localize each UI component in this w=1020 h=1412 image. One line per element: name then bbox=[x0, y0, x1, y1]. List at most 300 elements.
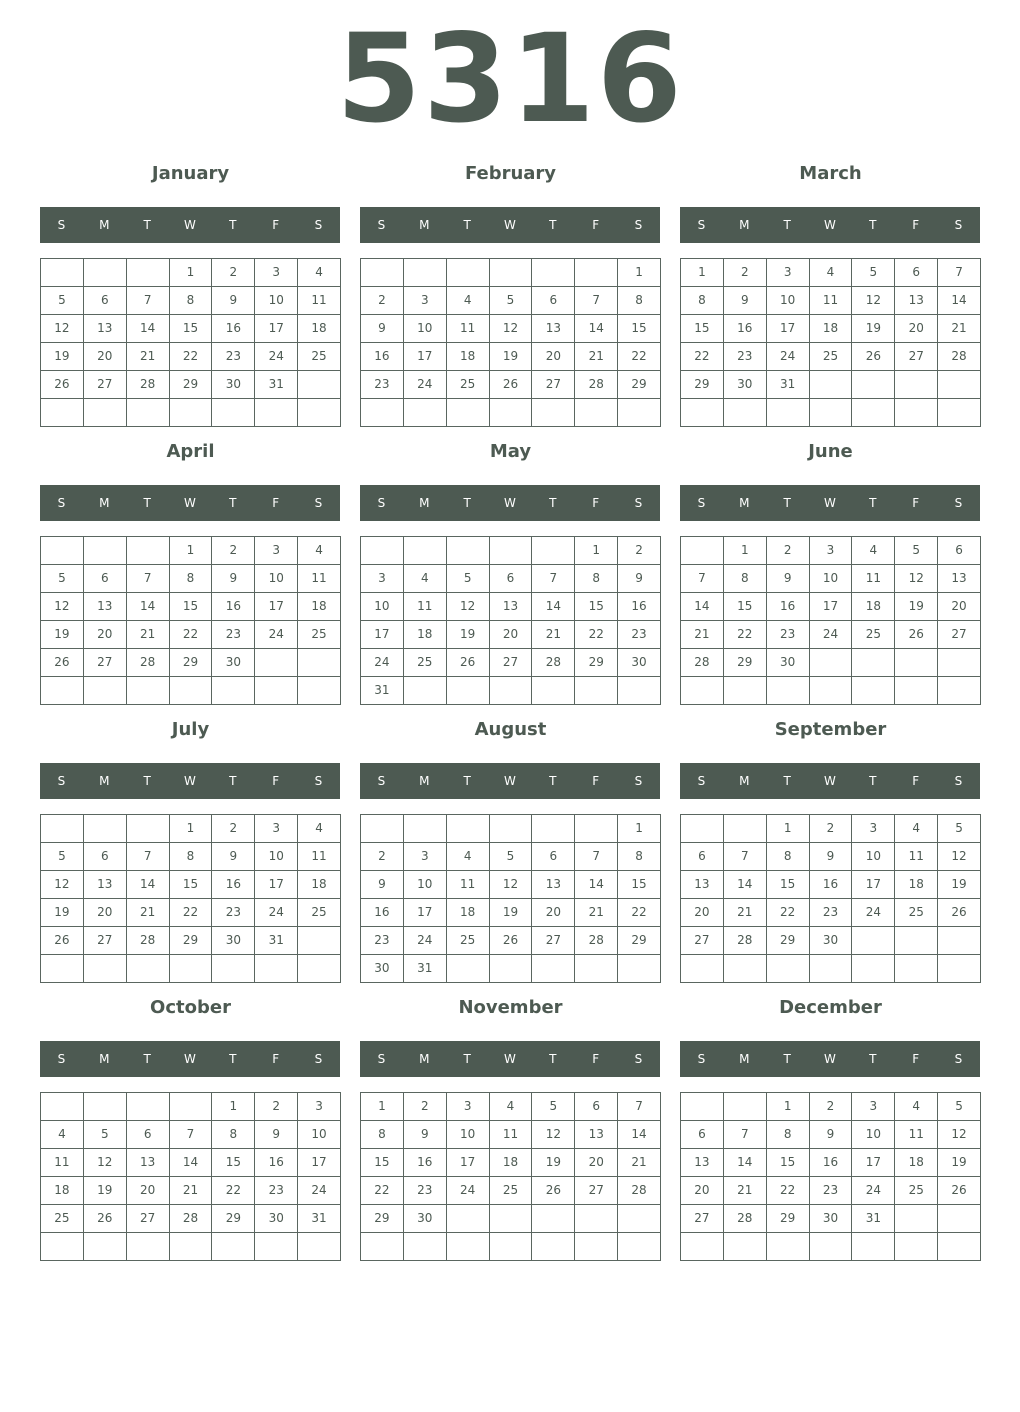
weekday-label: T bbox=[143, 496, 151, 510]
day-cell: 28 bbox=[127, 371, 170, 399]
empty-cell bbox=[41, 399, 84, 427]
weekday-label: W bbox=[824, 218, 836, 232]
weekday-label: M bbox=[99, 496, 110, 510]
day-cell: 18 bbox=[852, 593, 895, 621]
empty-cell bbox=[447, 677, 490, 705]
empty-cell bbox=[212, 399, 255, 427]
day-cell: 29 bbox=[170, 927, 213, 955]
empty-cell bbox=[490, 259, 533, 287]
empty-cell bbox=[447, 955, 490, 983]
weekday-header bbox=[40, 485, 340, 521]
day-cell: 1 bbox=[767, 815, 810, 843]
day-grid bbox=[680, 814, 981, 983]
day-cell: 30 bbox=[767, 649, 810, 677]
month-name: December bbox=[779, 997, 882, 1018]
empty-cell bbox=[127, 1233, 170, 1261]
day-cell: 10 bbox=[767, 287, 810, 315]
weekday-header bbox=[360, 763, 660, 799]
empty-cell bbox=[361, 259, 404, 287]
day-cell: 12 bbox=[41, 871, 84, 899]
day-cell: 4 bbox=[895, 1093, 938, 1121]
weekday-label: M bbox=[419, 218, 430, 232]
month-name: February bbox=[464, 163, 557, 184]
weekday-label: S bbox=[377, 218, 386, 232]
day-cell: 29 bbox=[618, 927, 661, 955]
day-cell: 31 bbox=[404, 955, 447, 983]
day-grid bbox=[40, 536, 341, 705]
day-cell: 16 bbox=[212, 871, 255, 899]
day-cell: 8 bbox=[361, 1121, 404, 1149]
year-title: 5316 bbox=[336, 8, 684, 150]
weekday-label: S bbox=[314, 218, 323, 232]
empty-cell bbox=[298, 371, 341, 399]
day-cell: 12 bbox=[41, 315, 84, 343]
day-cell: 15 bbox=[170, 315, 213, 343]
empty-cell bbox=[404, 677, 447, 705]
day-cell: 19 bbox=[41, 899, 84, 927]
day-cell: 16 bbox=[767, 593, 810, 621]
empty-cell bbox=[255, 955, 298, 983]
day-cell: 13 bbox=[490, 593, 533, 621]
day-cell: 23 bbox=[404, 1177, 447, 1205]
day-cell: 25 bbox=[41, 1205, 84, 1233]
day-cell: 6 bbox=[895, 259, 938, 287]
day-cell: 29 bbox=[575, 649, 618, 677]
day-cell: 21 bbox=[724, 899, 767, 927]
day-cell: 11 bbox=[298, 843, 341, 871]
day-cell: 13 bbox=[681, 1149, 724, 1177]
empty-cell bbox=[618, 1233, 661, 1261]
day-cell: 19 bbox=[895, 593, 938, 621]
weekday-label: S bbox=[57, 1052, 66, 1066]
empty-cell bbox=[490, 399, 533, 427]
day-cell: 15 bbox=[618, 871, 661, 899]
day-cell: 9 bbox=[724, 287, 767, 315]
empty-cell bbox=[767, 955, 810, 983]
day-cell: 30 bbox=[212, 371, 255, 399]
empty-cell bbox=[724, 955, 767, 983]
day-cell: 13 bbox=[127, 1149, 170, 1177]
day-grid bbox=[360, 536, 661, 705]
day-cell: 9 bbox=[767, 565, 810, 593]
day-cell: 28 bbox=[724, 1205, 767, 1233]
day-cell: 17 bbox=[255, 593, 298, 621]
day-cell: 14 bbox=[618, 1121, 661, 1149]
weekday-label: W bbox=[824, 496, 836, 510]
empty-cell bbox=[618, 399, 661, 427]
empty-cell bbox=[681, 1093, 724, 1121]
day-cell: 27 bbox=[575, 1177, 618, 1205]
day-cell: 30 bbox=[212, 927, 255, 955]
day-cell: 25 bbox=[895, 899, 938, 927]
day-cell: 6 bbox=[127, 1121, 170, 1149]
day-cell: 29 bbox=[212, 1205, 255, 1233]
day-cell: 4 bbox=[447, 843, 490, 871]
day-cell: 29 bbox=[767, 927, 810, 955]
day-cell: 2 bbox=[618, 537, 661, 565]
day-cell: 12 bbox=[41, 593, 84, 621]
day-cell: 5 bbox=[41, 287, 84, 315]
empty-cell bbox=[212, 1233, 255, 1261]
empty-cell bbox=[575, 1205, 618, 1233]
day-cell: 9 bbox=[212, 843, 255, 871]
weekday-label: F bbox=[592, 774, 600, 788]
day-cell: 3 bbox=[255, 537, 298, 565]
day-cell: 28 bbox=[681, 649, 724, 677]
weekday-label: T bbox=[549, 1052, 557, 1066]
day-cell: 4 bbox=[852, 537, 895, 565]
day-cell: 29 bbox=[724, 649, 767, 677]
day-cell: 23 bbox=[361, 371, 404, 399]
weekday-label: T bbox=[463, 1052, 471, 1066]
day-cell: 1 bbox=[212, 1093, 255, 1121]
day-cell: 24 bbox=[255, 343, 298, 371]
empty-cell bbox=[724, 815, 767, 843]
day-cell: 17 bbox=[852, 1149, 895, 1177]
day-cell: 23 bbox=[255, 1177, 298, 1205]
empty-cell bbox=[852, 399, 895, 427]
day-cell: 21 bbox=[618, 1149, 661, 1177]
day-cell: 21 bbox=[127, 621, 170, 649]
weekday-label: M bbox=[739, 218, 750, 232]
day-cell: 1 bbox=[724, 537, 767, 565]
day-cell: 26 bbox=[447, 649, 490, 677]
day-cell: 1 bbox=[618, 815, 661, 843]
day-cell: 10 bbox=[852, 843, 895, 871]
day-cell: 16 bbox=[361, 899, 404, 927]
day-cell: 28 bbox=[724, 927, 767, 955]
day-cell: 15 bbox=[767, 1149, 810, 1177]
day-cell: 3 bbox=[255, 259, 298, 287]
empty-cell bbox=[724, 1233, 767, 1261]
weekday-label: F bbox=[592, 496, 600, 510]
day-cell: 17 bbox=[361, 621, 404, 649]
day-cell: 14 bbox=[575, 315, 618, 343]
empty-cell bbox=[532, 815, 575, 843]
empty-cell bbox=[852, 677, 895, 705]
empty-cell bbox=[681, 537, 724, 565]
day-cell: 10 bbox=[255, 287, 298, 315]
day-cell: 4 bbox=[490, 1093, 533, 1121]
weekday-label: W bbox=[504, 496, 516, 510]
empty-cell bbox=[41, 955, 84, 983]
weekday-label: S bbox=[954, 1052, 963, 1066]
day-cell: 28 bbox=[575, 927, 618, 955]
empty-cell bbox=[532, 399, 575, 427]
weekday-label: S bbox=[377, 774, 386, 788]
weekday-label: S bbox=[954, 774, 963, 788]
weekday-label: S bbox=[954, 496, 963, 510]
empty-cell bbox=[127, 815, 170, 843]
weekday-label: T bbox=[229, 774, 237, 788]
day-cell: 3 bbox=[852, 1093, 895, 1121]
day-cell: 22 bbox=[170, 621, 213, 649]
weekday-label: T bbox=[463, 774, 471, 788]
weekday-label: F bbox=[272, 218, 280, 232]
empty-cell bbox=[170, 399, 213, 427]
weekday-label: S bbox=[954, 218, 963, 232]
day-cell: 26 bbox=[895, 621, 938, 649]
empty-cell bbox=[852, 371, 895, 399]
day-cell: 7 bbox=[532, 565, 575, 593]
day-cell: 9 bbox=[810, 1121, 853, 1149]
day-cell: 22 bbox=[361, 1177, 404, 1205]
day-cell: 18 bbox=[404, 621, 447, 649]
empty-cell bbox=[724, 1093, 767, 1121]
weekday-label: T bbox=[783, 774, 791, 788]
empty-cell bbox=[895, 1205, 938, 1233]
day-cell: 31 bbox=[298, 1205, 341, 1233]
empty-cell bbox=[681, 677, 724, 705]
day-cell: 4 bbox=[404, 565, 447, 593]
day-cell: 23 bbox=[724, 343, 767, 371]
weekday-label: S bbox=[634, 496, 643, 510]
empty-cell bbox=[127, 537, 170, 565]
day-cell: 14 bbox=[724, 871, 767, 899]
day-cell: 12 bbox=[447, 593, 490, 621]
day-cell: 6 bbox=[84, 287, 127, 315]
day-cell: 18 bbox=[298, 593, 341, 621]
day-cell: 28 bbox=[127, 927, 170, 955]
empty-cell bbox=[895, 1233, 938, 1261]
day-cell: 7 bbox=[938, 259, 981, 287]
day-cell: 17 bbox=[767, 315, 810, 343]
weekday-label: W bbox=[824, 1052, 836, 1066]
day-cell: 25 bbox=[852, 621, 895, 649]
weekday-header bbox=[40, 763, 340, 799]
empty-cell bbox=[170, 1093, 213, 1121]
day-cell: 14 bbox=[681, 593, 724, 621]
day-cell: 23 bbox=[767, 621, 810, 649]
day-cell: 9 bbox=[212, 287, 255, 315]
day-cell: 14 bbox=[532, 593, 575, 621]
empty-cell bbox=[41, 815, 84, 843]
day-cell: 19 bbox=[490, 899, 533, 927]
empty-cell bbox=[852, 649, 895, 677]
day-cell: 27 bbox=[490, 649, 533, 677]
weekday-label: F bbox=[272, 496, 280, 510]
day-cell: 26 bbox=[490, 371, 533, 399]
empty-cell bbox=[895, 927, 938, 955]
day-cell: 18 bbox=[41, 1177, 84, 1205]
weekday-label: W bbox=[504, 218, 516, 232]
empty-cell bbox=[895, 955, 938, 983]
day-cell: 7 bbox=[170, 1121, 213, 1149]
month-name: July bbox=[171, 719, 210, 740]
day-cell: 11 bbox=[41, 1149, 84, 1177]
day-cell: 24 bbox=[767, 343, 810, 371]
day-cell: 2 bbox=[810, 1093, 853, 1121]
day-cell: 8 bbox=[618, 843, 661, 871]
weekday-header bbox=[680, 1041, 980, 1077]
day-cell: 27 bbox=[938, 621, 981, 649]
day-cell: 30 bbox=[212, 649, 255, 677]
day-cell: 19 bbox=[490, 343, 533, 371]
day-cell: 12 bbox=[895, 565, 938, 593]
empty-cell bbox=[490, 955, 533, 983]
weekday-header bbox=[360, 485, 660, 521]
weekday-label: M bbox=[419, 1052, 430, 1066]
day-cell: 27 bbox=[84, 927, 127, 955]
day-cell: 7 bbox=[127, 843, 170, 871]
day-grid bbox=[680, 258, 981, 427]
weekday-label: F bbox=[912, 218, 920, 232]
day-cell: 19 bbox=[41, 343, 84, 371]
empty-cell bbox=[767, 1233, 810, 1261]
weekday-label: M bbox=[419, 774, 430, 788]
weekday-label: T bbox=[463, 496, 471, 510]
empty-cell bbox=[681, 955, 724, 983]
day-cell: 18 bbox=[895, 871, 938, 899]
day-cell: 27 bbox=[84, 371, 127, 399]
day-cell: 15 bbox=[767, 871, 810, 899]
day-cell: 8 bbox=[575, 565, 618, 593]
empty-cell bbox=[938, 649, 981, 677]
empty-cell bbox=[84, 259, 127, 287]
day-cell: 7 bbox=[724, 1121, 767, 1149]
month-name: November bbox=[458, 997, 563, 1018]
weekday-label: T bbox=[783, 496, 791, 510]
day-cell: 19 bbox=[532, 1149, 575, 1177]
weekday-label: M bbox=[739, 774, 750, 788]
day-cell: 18 bbox=[298, 871, 341, 899]
weekday-label: T bbox=[549, 496, 557, 510]
day-cell: 6 bbox=[938, 537, 981, 565]
day-cell: 8 bbox=[170, 565, 213, 593]
weekday-label: F bbox=[592, 218, 600, 232]
day-cell: 9 bbox=[404, 1121, 447, 1149]
weekday-label: W bbox=[184, 496, 196, 510]
day-cell: 19 bbox=[852, 315, 895, 343]
empty-cell bbox=[618, 677, 661, 705]
empty-cell bbox=[938, 677, 981, 705]
empty-cell bbox=[575, 815, 618, 843]
day-cell: 26 bbox=[852, 343, 895, 371]
day-cell: 11 bbox=[298, 565, 341, 593]
day-cell: 20 bbox=[938, 593, 981, 621]
day-cell: 7 bbox=[618, 1093, 661, 1121]
day-cell: 10 bbox=[810, 565, 853, 593]
day-cell: 18 bbox=[490, 1149, 533, 1177]
empty-cell bbox=[84, 1093, 127, 1121]
day-cell: 31 bbox=[852, 1205, 895, 1233]
weekday-label: S bbox=[377, 1052, 386, 1066]
empty-cell bbox=[938, 371, 981, 399]
day-cell: 28 bbox=[127, 649, 170, 677]
day-cell: 24 bbox=[852, 899, 895, 927]
day-cell: 11 bbox=[810, 287, 853, 315]
empty-cell bbox=[895, 399, 938, 427]
day-cell: 24 bbox=[361, 649, 404, 677]
day-cell: 15 bbox=[170, 593, 213, 621]
day-cell: 2 bbox=[212, 259, 255, 287]
day-grid bbox=[40, 258, 341, 427]
empty-cell bbox=[298, 955, 341, 983]
day-cell: 3 bbox=[404, 287, 447, 315]
day-cell: 26 bbox=[938, 1177, 981, 1205]
day-cell: 22 bbox=[618, 343, 661, 371]
empty-cell bbox=[298, 1233, 341, 1261]
day-cell: 19 bbox=[938, 871, 981, 899]
day-cell: 26 bbox=[41, 649, 84, 677]
empty-cell bbox=[127, 677, 170, 705]
day-cell: 19 bbox=[447, 621, 490, 649]
day-cell: 9 bbox=[361, 315, 404, 343]
day-cell: 12 bbox=[490, 871, 533, 899]
day-cell: 25 bbox=[298, 621, 341, 649]
day-cell: 2 bbox=[255, 1093, 298, 1121]
day-cell: 11 bbox=[404, 593, 447, 621]
day-cell: 22 bbox=[724, 621, 767, 649]
empty-cell bbox=[404, 815, 447, 843]
day-cell: 8 bbox=[767, 1121, 810, 1149]
day-cell: 24 bbox=[255, 899, 298, 927]
empty-cell bbox=[170, 1233, 213, 1261]
weekday-label: W bbox=[184, 774, 196, 788]
empty-cell bbox=[41, 537, 84, 565]
day-cell: 21 bbox=[532, 621, 575, 649]
empty-cell bbox=[810, 955, 853, 983]
empty-cell bbox=[938, 399, 981, 427]
day-cell: 30 bbox=[255, 1205, 298, 1233]
day-cell: 22 bbox=[212, 1177, 255, 1205]
day-cell: 30 bbox=[810, 927, 853, 955]
empty-cell bbox=[852, 955, 895, 983]
weekday-label: S bbox=[377, 496, 386, 510]
day-cell: 10 bbox=[361, 593, 404, 621]
day-cell: 7 bbox=[724, 843, 767, 871]
empty-cell bbox=[127, 399, 170, 427]
weekday-label: T bbox=[549, 774, 557, 788]
day-cell: 27 bbox=[532, 927, 575, 955]
day-cell: 15 bbox=[681, 315, 724, 343]
day-cell: 16 bbox=[212, 593, 255, 621]
empty-cell bbox=[298, 927, 341, 955]
day-cell: 2 bbox=[361, 287, 404, 315]
day-cell: 27 bbox=[532, 371, 575, 399]
day-cell: 8 bbox=[724, 565, 767, 593]
day-cell: 30 bbox=[618, 649, 661, 677]
day-cell: 11 bbox=[490, 1121, 533, 1149]
day-cell: 17 bbox=[255, 871, 298, 899]
day-cell: 24 bbox=[298, 1177, 341, 1205]
day-cell: 6 bbox=[84, 843, 127, 871]
day-cell: 6 bbox=[490, 565, 533, 593]
day-cell: 22 bbox=[170, 343, 213, 371]
empty-cell bbox=[895, 677, 938, 705]
empty-cell bbox=[361, 399, 404, 427]
weekday-header bbox=[40, 1041, 340, 1077]
empty-cell bbox=[447, 399, 490, 427]
day-cell: 24 bbox=[404, 371, 447, 399]
empty-cell bbox=[681, 815, 724, 843]
day-cell: 3 bbox=[255, 815, 298, 843]
day-cell: 1 bbox=[170, 815, 213, 843]
day-cell: 21 bbox=[575, 343, 618, 371]
empty-cell bbox=[84, 1233, 127, 1261]
empty-cell bbox=[127, 259, 170, 287]
day-grid bbox=[40, 814, 341, 983]
day-cell: 26 bbox=[41, 927, 84, 955]
day-cell: 18 bbox=[810, 315, 853, 343]
empty-cell bbox=[170, 677, 213, 705]
day-cell: 7 bbox=[127, 565, 170, 593]
day-cell: 20 bbox=[532, 899, 575, 927]
empty-cell bbox=[938, 927, 981, 955]
weekday-label: T bbox=[783, 1052, 791, 1066]
day-cell: 18 bbox=[447, 899, 490, 927]
empty-cell bbox=[895, 649, 938, 677]
